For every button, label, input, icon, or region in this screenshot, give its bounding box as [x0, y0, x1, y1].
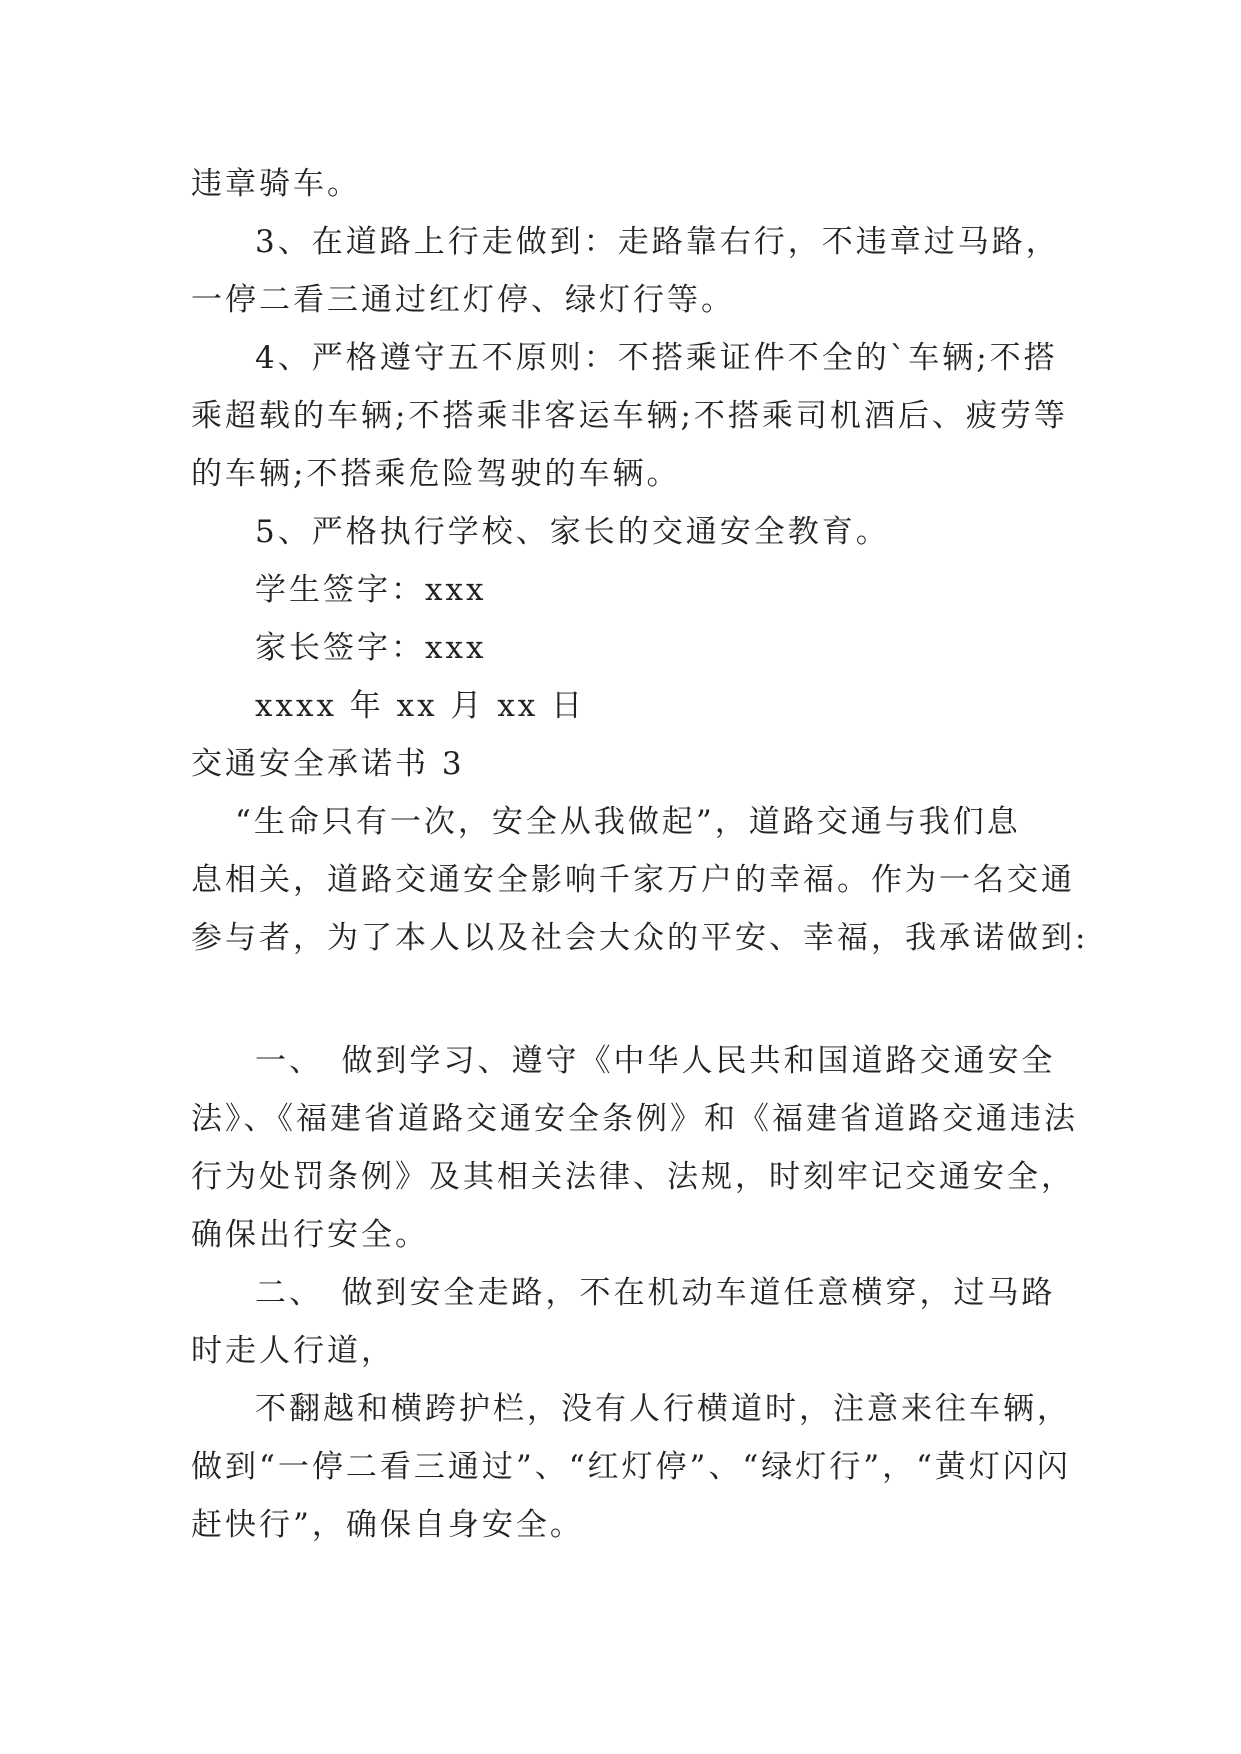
text-line: 行为处罚条例》及其相关法律、法规，时刻牢记交通安全， [191, 1159, 1075, 1195]
text-line: 乘超载的车辆;不搭乘非客运车辆;不搭乘司机酒后、疲劳等 [191, 398, 1068, 434]
text-line: 确保出行安全。 [191, 1217, 429, 1253]
section-title: 交通安全承诺书 3 [191, 746, 465, 782]
text-line: 4、严格遵守五不原则：不搭乘证件不全的`车辆;不搭 [255, 340, 1058, 376]
text-line: 一、 做到学习、遵守《中华人民共和国道路交通安全 [255, 1043, 1056, 1079]
text-line: “生命只有一次，安全从我做起”，道路交通与我们息 [235, 804, 1021, 840]
text-line: 5、严格执行学校、家长的交通安全教育。 [255, 514, 890, 550]
text-line: 3、在道路上行走做到：走路靠右行，不违章过马路， [255, 224, 1060, 260]
text-line: 法》、《福建省道路交通安全条例》和《福建省道路交通违法 [191, 1101, 1078, 1137]
text-line: 违章骑车。 [191, 166, 361, 202]
text-line: 一停二看三通过红灯停、绿灯行等。 [191, 282, 735, 318]
text-line: 息相关，道路交通安全影响千家万户的幸福。作为一名交通 [191, 862, 1075, 898]
signature-date: xxxx 年 xx 月 xx 日 [255, 688, 586, 724]
text-line: 时走人行道， [191, 1333, 395, 1369]
text-line: 参与者，为了本人以及社会大众的平安、幸福，我承诺做到: [191, 920, 1089, 956]
parent-signature: 家长签字：xxx [255, 630, 487, 666]
text-line: 做到“一停二看三通过”、“红灯停”、“绿灯行”，“黄灯闪闪 [191, 1449, 1071, 1485]
text-line: 的车辆;不搭乘危险驾驶的车辆。 [191, 456, 681, 492]
pledge-items [191, 1032, 1078, 1554]
text-line: 不翻越和横跨护栏，没有人行横道时，注意来往车辆， [255, 1391, 1071, 1427]
pledge-continuation [191, 155, 1089, 967]
student-signature: 学生签字：xxx [255, 572, 487, 608]
text-line: 赶快行”，确保自身安全。 [191, 1507, 584, 1543]
text-line: 二、 做到安全走路，不在机动车道任意横穿，过马路 [255, 1275, 1056, 1311]
